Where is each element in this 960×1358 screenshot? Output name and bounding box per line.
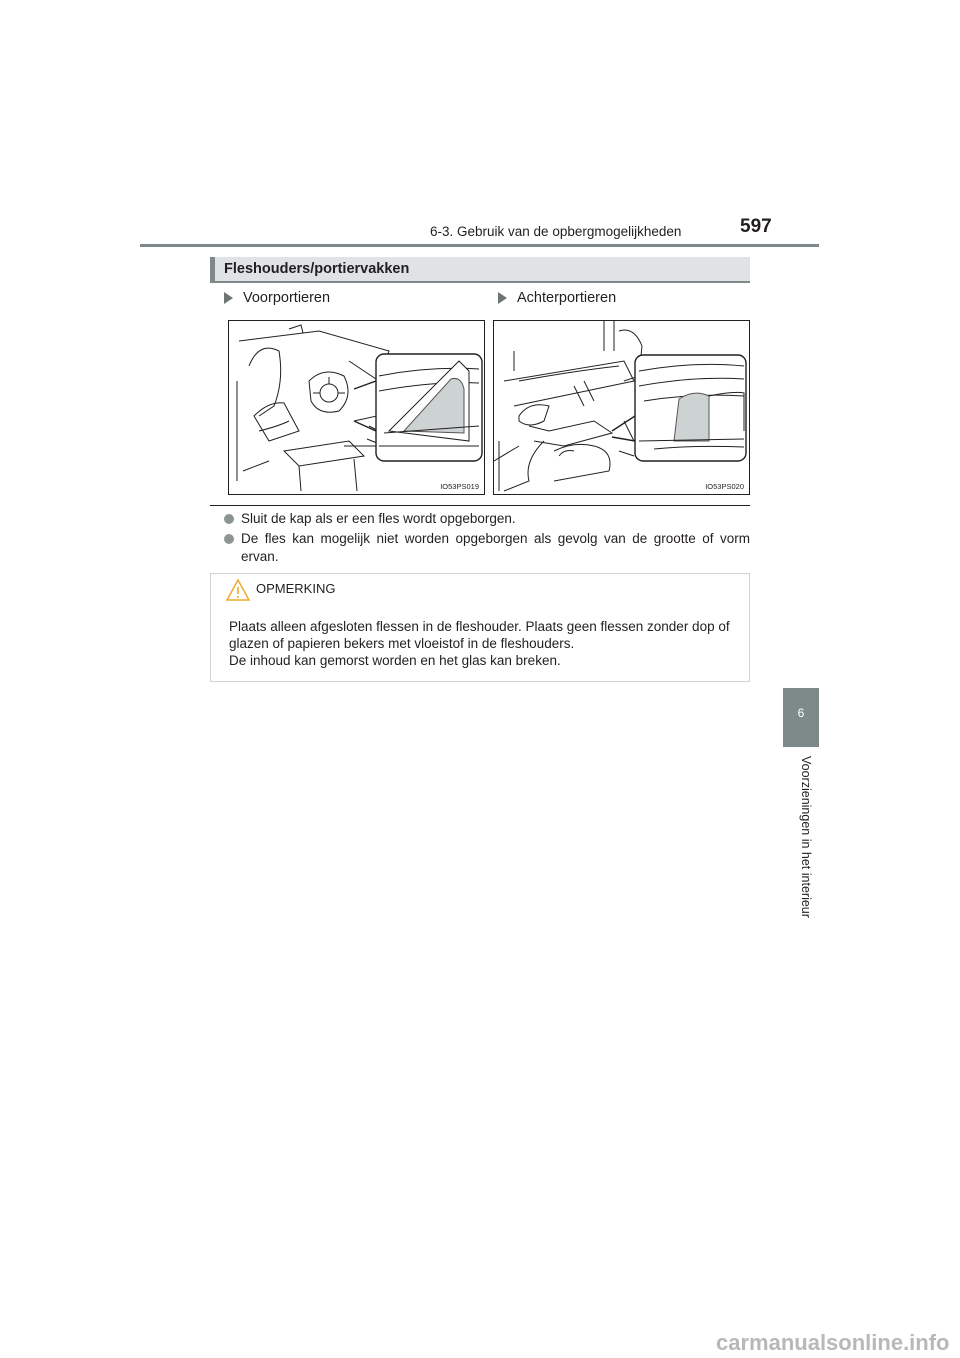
section-bar-accent — [210, 257, 215, 281]
figures-bottom-rule — [210, 505, 750, 506]
figure-caption-front-text: Voorportieren — [243, 290, 331, 306]
figure-front-door — [228, 320, 485, 495]
front-door-illustration — [229, 321, 485, 495]
bullet-item — [224, 510, 750, 528]
notice-title: OPMERKING — [256, 581, 336, 596]
page-number: 597 — [740, 216, 772, 237]
notice-line: Plaats alleen afgesloten flessen in de fleshouder. Plaats geen flessen zonder dop of glazen of papieren bekers met vloeistof in de fleshouders. — [229, 619, 730, 651]
header-section-title: 6-3. Gebruik van de opbergmogelijkheden — [430, 224, 682, 239]
rear-door-illustration — [494, 321, 750, 495]
section-title: Fleshouders/portiervakken — [224, 261, 410, 277]
figure-code-rear: IO53PS020 — [705, 482, 744, 491]
caption-arrow-icon — [224, 292, 233, 304]
caption-arrow-icon — [498, 292, 507, 304]
bullet-dot-icon — [224, 534, 234, 544]
notice-line: De inhoud kan gemorst worden en het glas kan breken. — [229, 653, 561, 668]
section-heading-bar — [210, 257, 750, 283]
bullet-text: Sluit de kap als er een fles wordt opgeborgen. — [241, 511, 516, 526]
figure-rear-door — [493, 320, 750, 495]
chapter-side-label: Voorzieningen in het interieur — [799, 756, 813, 918]
bullet-dot-icon — [224, 514, 234, 524]
figure-caption-rear-text: Achterportieren — [517, 290, 617, 306]
figure-caption-rear — [498, 290, 616, 306]
warning-triangle-icon — [225, 578, 251, 602]
header-rule — [140, 244, 819, 247]
bullet-text: De fles kan mogelijk niet worden opgeborgen als gevolg van de grootte of vorm ervan. — [241, 531, 750, 564]
chapter-number: 6 — [797, 706, 805, 720]
bullet-item — [224, 530, 750, 566]
chapter-side-tab — [783, 688, 819, 747]
figure-caption-front — [224, 290, 330, 306]
notice-body — [229, 618, 741, 669]
watermark: carmanualsonline.info — [716, 1330, 950, 1355]
figure-code-front: IO53PS019 — [440, 482, 479, 491]
notice-box — [210, 573, 750, 682]
